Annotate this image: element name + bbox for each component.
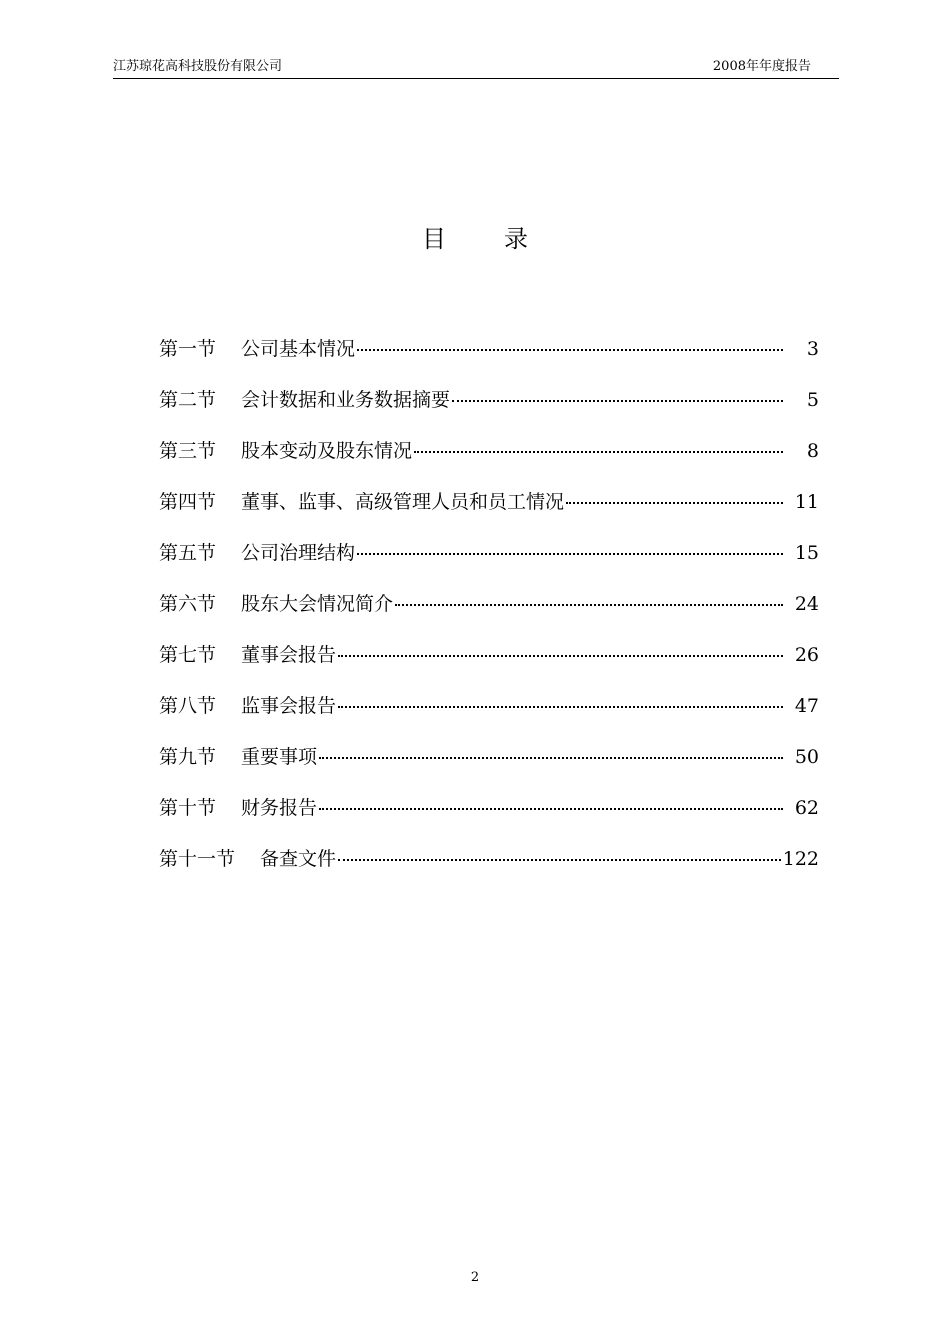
footer-page-number: 2: [470, 1270, 480, 1285]
toc-section-title: 重要事项: [241, 745, 318, 768]
toc-section-number: 第九节: [159, 745, 217, 768]
toc-leader-dots: [357, 337, 783, 361]
toc-section-number: 第四节: [159, 490, 217, 513]
toc-page-number: 62: [794, 796, 819, 819]
table-of-contents: [159, 323, 819, 884]
toc-entry-1[interactable]: [159, 323, 819, 374]
toc-entry-4[interactable]: [159, 476, 819, 527]
toc-section-number: 第七节: [159, 643, 217, 666]
header-report-title: 2008年年度报告: [712, 59, 811, 74]
toc-entry-7[interactable]: [159, 629, 819, 680]
toc-page-number: 11: [794, 490, 819, 513]
toc-section-title: 监事会报告: [241, 694, 337, 717]
toc-entry-8[interactable]: [159, 680, 819, 731]
toc-title: [0, 222, 950, 256]
toc-section-title: 备查文件: [260, 847, 337, 870]
toc-section-number: 第二节: [159, 388, 217, 411]
toc-section-number: 第三节: [159, 439, 217, 462]
toc-leader-dots: [395, 592, 783, 616]
toc-page-number: 3: [806, 337, 819, 360]
toc-page-number: 26: [794, 643, 819, 666]
toc-section-number: 第五节: [159, 541, 217, 564]
toc-page-number: 8: [806, 439, 819, 462]
toc-leader-dots: [338, 694, 783, 718]
toc-page-number: 15: [794, 541, 819, 564]
toc-leader-dots: [414, 439, 783, 463]
toc-section-title: 公司治理结构: [241, 541, 356, 564]
toc-section-title: 财务报告: [241, 796, 318, 819]
toc-section-title: 董事、监事、高级管理人员和员工情况: [241, 490, 565, 513]
toc-page-number: 5: [806, 388, 819, 411]
toc-leader-dots: [319, 745, 783, 769]
toc-page-number: 47: [794, 694, 819, 717]
toc-entry-11[interactable]: [159, 833, 819, 884]
toc-entry-10[interactable]: [159, 782, 819, 833]
toc-leader-dots: [566, 490, 783, 514]
toc-entry-5[interactable]: [159, 527, 819, 578]
toc-leader-dots: [357, 541, 783, 565]
toc-section-number: 第十节: [159, 796, 217, 819]
toc-section-title: 股本变动及股东情况: [241, 439, 413, 462]
toc-title-char-2: 录: [504, 225, 528, 253]
toc-section-title: 董事会报告: [241, 643, 337, 666]
toc-section-number: 第六节: [159, 592, 217, 615]
toc-entry-3[interactable]: [159, 425, 819, 476]
page-footer: [0, 1270, 950, 1285]
toc-section-number: 第十一节: [159, 847, 236, 870]
toc-section-title: 会计数据和业务数据摘要: [241, 388, 451, 411]
toc-section-number: 第八节: [159, 694, 217, 717]
page-header: [113, 58, 839, 79]
toc-page-number: 24: [794, 592, 819, 615]
toc-page-number: 122: [782, 847, 819, 870]
header-company-name: 江苏琼花高科技股份有限公司: [113, 59, 283, 74]
toc-section-number: 第一节: [159, 337, 217, 360]
toc-leader-dots: [319, 796, 783, 820]
toc-entry-6[interactable]: [159, 578, 819, 629]
toc-title-char-1: 目: [422, 225, 446, 253]
toc-entry-9[interactable]: [159, 731, 819, 782]
toc-section-title: 公司基本情况: [241, 337, 356, 360]
toc-page-number: 50: [794, 745, 819, 768]
toc-leader-dots: [338, 643, 783, 667]
toc-entry-2[interactable]: [159, 374, 819, 425]
toc-leader-dots: [338, 847, 781, 871]
toc-section-title: 股东大会情况简介: [241, 592, 394, 615]
toc-leader-dots: [452, 388, 783, 412]
